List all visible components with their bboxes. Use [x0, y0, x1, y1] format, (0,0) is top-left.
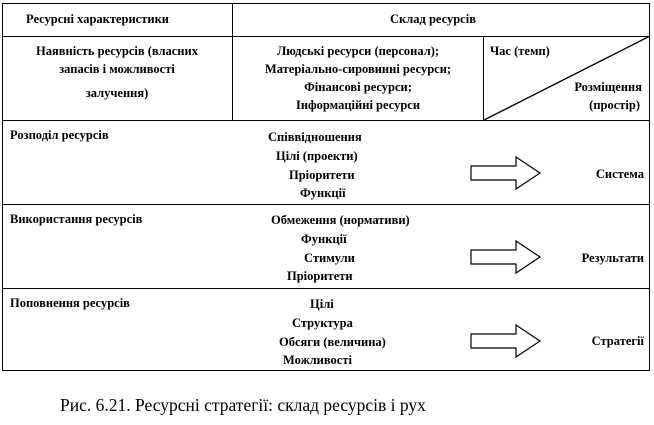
row3-item-4: Можливості: [283, 353, 352, 367]
arrow-right-icon: [470, 324, 542, 358]
row2-item-3: Стимули: [304, 251, 355, 265]
arrow-right-icon: [470, 240, 542, 274]
row3-item-2: Структура: [292, 316, 353, 330]
row-label-distribution: Розподіл ресурсів: [10, 128, 109, 142]
availability-line-3: залучення): [85, 86, 149, 100]
row1-item-2: Цілі (проекти): [276, 149, 358, 163]
resources-line-2: Матеріально-сировинні ресурси;: [264, 62, 452, 76]
row1-item-3: Пріоритети: [289, 168, 355, 182]
row2-result: Результати: [581, 251, 644, 265]
row1-item-1: Співвідношення: [268, 130, 362, 144]
row-label-usage: Використання ресурсів: [10, 212, 143, 226]
availability-line-1: Наявність ресурсів (власних: [36, 44, 198, 58]
row3-item-1: Цілі: [310, 297, 334, 311]
resources-line-4: Інформаційні ресурси: [295, 98, 421, 112]
availability-line-2: запасів і можливості: [59, 62, 175, 76]
placement-line-2: (простір): [589, 98, 640, 112]
row1-item-4: Функції: [300, 186, 346, 200]
row1-result: Система: [595, 167, 644, 181]
arrow-right-icon: [470, 156, 542, 190]
header-resource-composition: Склад ресурсів: [390, 12, 476, 26]
row2-item-4: Пріоритети: [287, 269, 353, 283]
row3-result: Стратегії: [591, 334, 644, 348]
placement-line-1: Розміщення: [574, 80, 642, 94]
resources-line-3: Фінансові ресурси;: [304, 80, 412, 94]
header-resource-characteristics: Ресурсні характеристики: [26, 12, 169, 26]
row2-item-1: Обмеження (нормативи): [271, 213, 410, 227]
row-label-replenishment: Поповнення ресурсів: [10, 296, 130, 310]
row3-item-3: Обсяги (величина): [279, 335, 386, 349]
row2-item-2: Функції: [301, 232, 347, 246]
resources-line-1: Людські ресурси (персонал);: [276, 44, 440, 58]
figure-caption: Рис. 6.21. Ресурсні стратегії: склад ресурсів і рух: [60, 395, 426, 415]
time-label: Час (темп): [490, 44, 550, 58]
